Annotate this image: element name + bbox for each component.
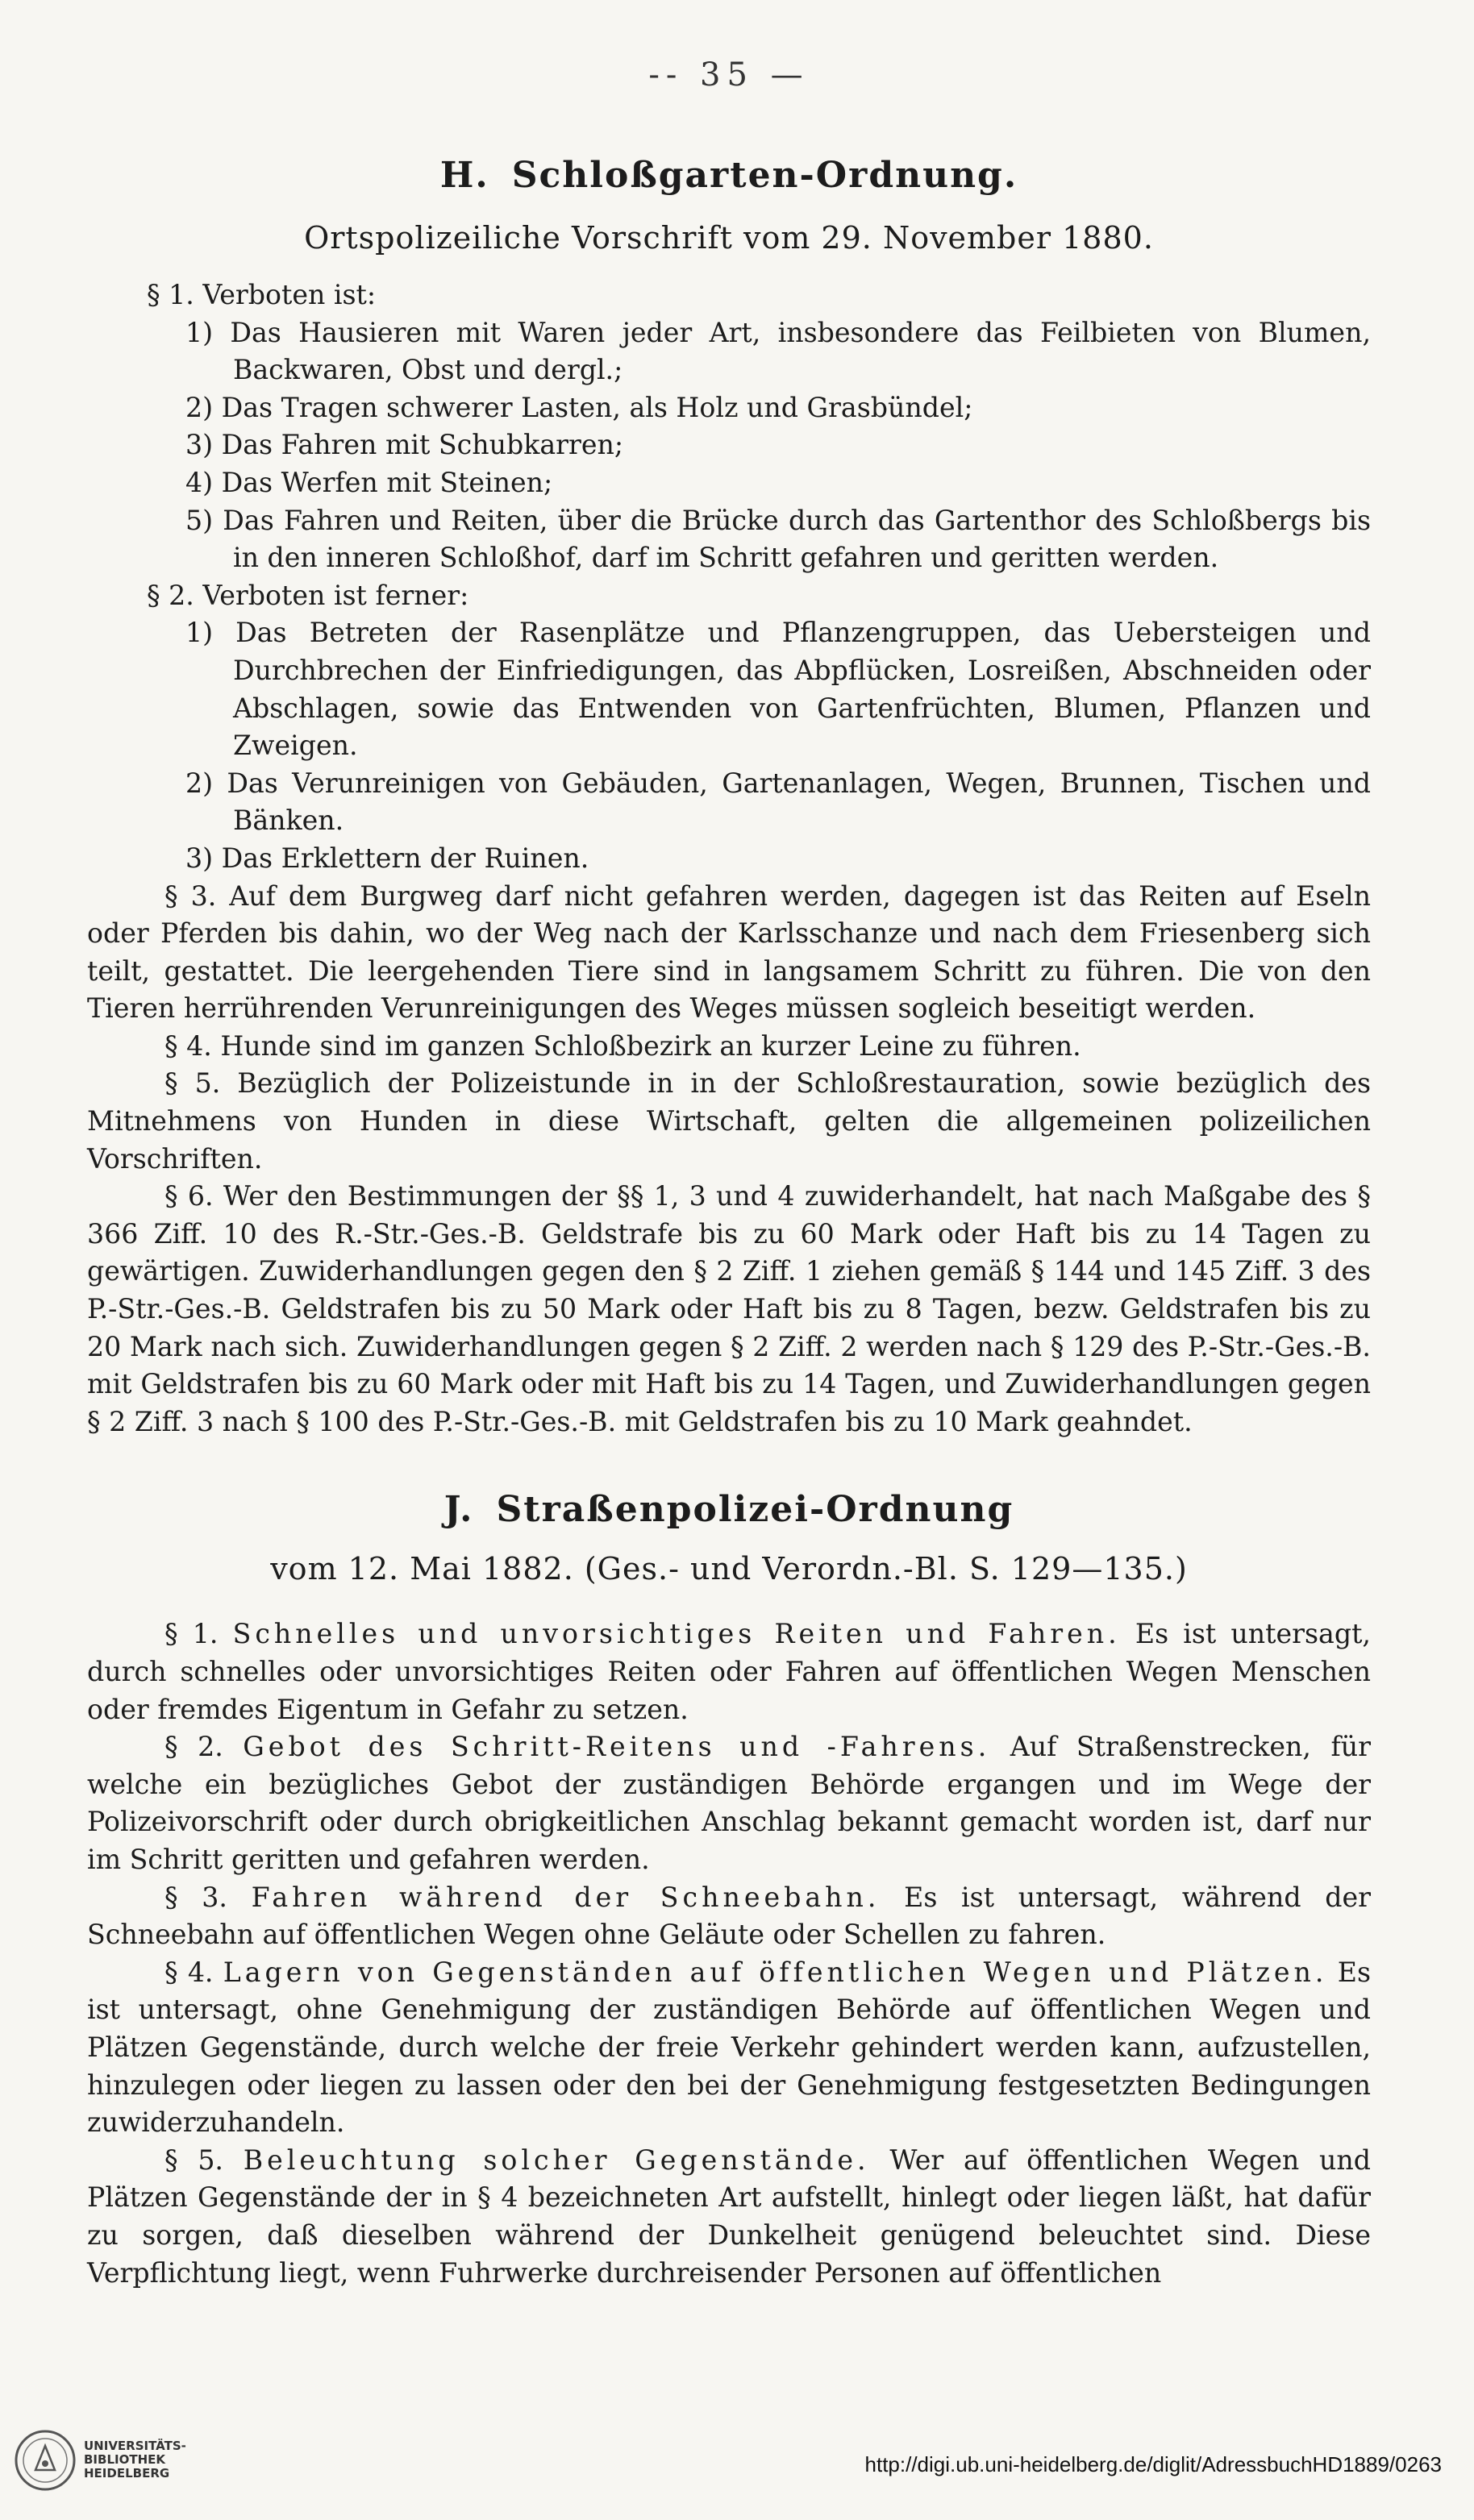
list-item: 4) Das Werfen mit Steinen;	[185, 466, 553, 498]
paragraph-number: § 5.	[164, 2144, 223, 2176]
page-number: -- 35 —	[648, 56, 810, 94]
paragraph-4: § 4. Hunde sind im ganzen Schloßbezirk an kurzer Leine zu führen.	[164, 1029, 1081, 1062]
paragraph-j4	[87, 1954, 1371, 2142]
paragraph-heading: Gebot des Schritt-Reitens und -Fahrens.	[243, 1731, 991, 1763]
section-j-subtitle: vom 12. Mai 1882. (Ges.- und Verordn.-Bl. S. 129—135.)	[270, 1551, 1188, 1587]
list-item: 2) Das Verunreinigen von Gebäuden, Gartenanlagen, Wegen, Brunnen, Tischen und Bänken.	[185, 767, 1371, 837]
paragraph-number: § 3.	[164, 1881, 227, 1913]
paragraph-text: Wer auf öffentlichen Wegen und Plätzen Gegenstände der in § 4 bezeichneten Art aufstellt, hinlegt oder liegen läßt, hat dafür zu sorgen, daß dieselben während der Dunkelheit genügend beleuchtet sind. Diese Verpflichtung liegt, wenn Fuhrwerke durchreisender Personen auf öffentlichen	[87, 2144, 1371, 2289]
list-item: 2) Das Tragen schwerer Lasten, als Holz und Grasbündel;	[185, 391, 973, 423]
paragraph-text: Es ist untersagt, ohne Genehmigung der zuständigen Behörde auf öffentlichen Wegen und Plätzen Gegenstände, durch welche der freie Verkehr gehindert werden kann, aufzustellen, hinzulegen oder liegen zu lassen oder den bei der Genehmigung festgesetzten Bedingungen zuwiderzuhandeln.	[87, 1956, 1371, 2139]
list-item: 3) Das Fahren mit Schubkarren;	[185, 429, 624, 461]
paragraph-3: § 3. Auf dem Burgweg darf nicht gefahren werden, dagegen ist das Reiten auf Eseln oder Pferden bis dahin, wo der Weg nach der Karlsschanze und nach dem Friesenberg sich teilt, gestattet. Die leergehenden Tiere sind in langsamem Schritt zu führen. Die von den Tieren herrührenden Verunreinigungen des Weges müssen sogleich beseitigt werden.	[87, 880, 1371, 1025]
section-j-title: Straßenpolizei-Ordnung	[496, 1489, 1014, 1531]
paragraph-text: Es ist untersagt, während der Schneebahn auf öffentlichen Wegen ohne Geläute oder Schellen zu fahren.	[87, 1881, 1371, 1951]
paragraph-j3	[87, 1879, 1371, 1954]
list-item: 1) Das Betreten der Rasenplätze und Pflanzengruppen, das Uebersteigen und Durchbrechen der Einfriedigungen, das Abpflücken, Losreißen, Abschneiden oder Abschlagen, sowie das Entwenden von Gartenfrüchten, Blumen, Pflanzen und Zweigen.	[185, 617, 1371, 762]
seal-icon	[13, 2428, 77, 2493]
paragraph-heading: Schnelles und unvorsichtiges Reiten und Fahren.	[232, 1618, 1121, 1650]
paragraph-j2	[87, 1728, 1371, 1878]
list-item: 1) Das Hausieren mit Waren jeder Art, insbesondere das Feilbieten von Blumen, Backwaren, Obst und dergl.;	[185, 316, 1371, 386]
source-url-link[interactable]: http://digi.ub.uni-heidelberg.de/diglit/AdressbuchHD1889/0263	[864, 2452, 1442, 2476]
paragraph-heading: Fahren während der Schneebahn.	[251, 1881, 881, 1913]
paragraph-text: Auf Straßenstrecken, für welche ein bezügliches Gebot der zuständigen Behörde ergangen und im Wege der Polizeivorschrift oder durch obrigkeitlichen Anschlag bekannt gemacht worden ist, darf nur im Schritt geritten und gefahren werden.	[87, 1731, 1371, 1875]
paragraph-j1	[87, 1616, 1371, 1728]
paragraph-j5	[87, 2142, 1371, 2292]
paragraph-heading: Lagern von Gegenständen auf öffentlichen Wegen und Plätzen.	[223, 1956, 1328, 1988]
paragraph-text: Es ist untersagt, durch schnelles oder unvorsichtiges Reiten oder Fahren auf öffentlichen Wegen Menschen oder fremdes Eigentum in Gefahr zu setzen.	[87, 1618, 1371, 1725]
list-item: 3) Das Erklettern der Ruinen.	[185, 842, 589, 874]
library-logo	[6, 2417, 200, 2501]
paragraph-5: § 5. Bezüglich der Polizeistunde in in der Schloßrestauration, sowie bezüglich des Mitnehmens von Hunden in diese Wirtschaft, gelten die allgemeinen polizeilichen Vorschriften.	[87, 1067, 1371, 1175]
section-j-body	[87, 1616, 1371, 2292]
section-j-letter: J.	[443, 1489, 474, 1531]
paragraph-1-intro: § 1. Verboten ist:	[147, 279, 377, 310]
paragraph-2-intro: § 2. Verboten ist ferner:	[147, 579, 469, 611]
paragraph-number: § 4.	[164, 1956, 214, 1988]
section-h-heading	[87, 155, 1371, 196]
section-h-subtitle: Ortspolizeiliche Vorschrift vom 29. November 1880.	[304, 220, 1154, 256]
section-h-title: Schloßgarten-Ordnung.	[511, 155, 1018, 196]
logo-line: BIBLIOTHEK	[84, 2452, 165, 2467]
section-j-heading	[87, 1489, 1371, 1530]
library-name	[84, 2439, 186, 2480]
document-page	[87, 56, 1371, 2292]
list-item: 5) Das Fahren und Reiten, über die Brücke durch das Gartenthor des Schloßbergs bis in den inneren Schloßhof, darf im Schritt gefahren und geritten werden.	[185, 504, 1371, 574]
paragraph-number: § 2.	[164, 1731, 223, 1763]
section-h-body	[87, 277, 1371, 1441]
section-h-letter: H.	[439, 155, 489, 196]
library-footer	[0, 2417, 1474, 2501]
paragraph-6: § 6. Wer den Bestimmungen der §§ 1, 3 und 4 zuwiderhandelt, hat nach Maßgabe des § 366 Ziff. 10 des R.-Str.-Ges.-B. Geldstrafe bis zu 60 Mark oder Haft bis zu 14 Tagen zu gewärtigen. Zuwiderhandlungen gegen den § 2 Ziff. 1 ziehen gemäß § 144 und 145 Ziff. 3 des P.-Str.-Ges.-B. Geldstrafen bis zu 50 Mark oder Haft bis zu 8 Tagen, bezw. Geldstrafen bis zu 20 Mark nach sich. Zuwiderhandlungen gegen § 2 Ziff. 2 werden nach § 129 des P.-Str.-Ges.-B. mit Geldstrafen bis zu 60 Mark oder mit Haft bis zu 14 Tagen, und Zuwiderhandlungen gegen § 2 Ziff. 3 nach § 100 des P.-Str.-Ges.-B. mit Geldstrafen bis zu 10 Mark geahndet.	[87, 1180, 1371, 1437]
logo-line: UNIVERSITÄTS-	[84, 2439, 186, 2453]
paragraph-number: § 1.	[164, 1618, 219, 1650]
logo-line: HEIDELBERG	[84, 2466, 170, 2480]
paragraph-heading: Beleuchtung solcher Gegenstände.	[243, 2144, 870, 2176]
